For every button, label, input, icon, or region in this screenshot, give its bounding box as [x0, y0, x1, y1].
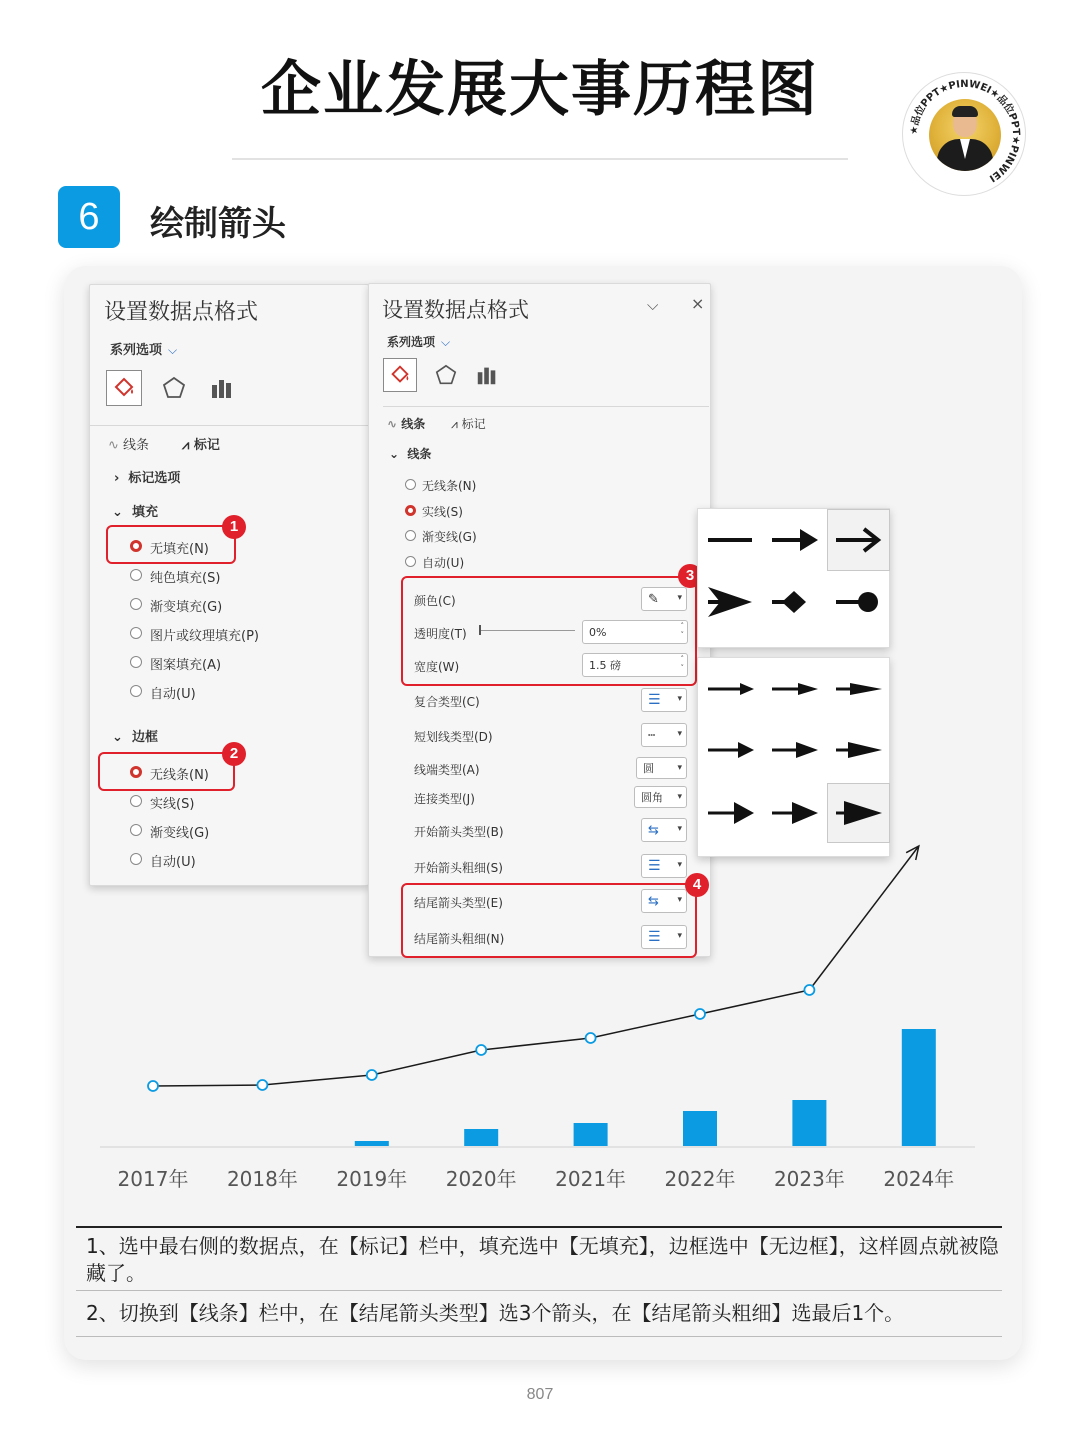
width-label: 宽度(W): [414, 660, 460, 674]
chart-bar: [792, 1100, 826, 1146]
chart-line-marker: [257, 1080, 267, 1090]
begin-arrow-type-dropdown[interactable]: [641, 818, 687, 842]
marker-line-icon: ⩘: [451, 417, 458, 431]
panel-options-chevron-icon[interactable]: ⌵: [647, 296, 659, 314]
dash-lines-icon: ┅: [648, 728, 656, 742]
step-title: 绘制箭头: [150, 204, 286, 244]
compound-lines-icon: ☰: [648, 692, 661, 708]
chart-x-tick-label: 2021年: [555, 1167, 627, 1191]
series-options-dropdown[interactable]: 系列选项 ⌵: [387, 335, 451, 349]
chevron-right-icon: ›: [114, 471, 120, 486]
chart-line-marker: [695, 1009, 705, 1019]
chart-bar: [574, 1123, 608, 1146]
begin-arrow-type-label: 开始箭头类型(B): [414, 825, 504, 839]
chart-line-marker: [476, 1045, 486, 1055]
chevron-down-icon: ⌵: [441, 335, 451, 349]
step-number-badge: 6: [58, 186, 120, 248]
border-section[interactable]: ⌄ 边框: [112, 730, 158, 745]
close-icon[interactable]: ×: [691, 294, 705, 313]
chevron-down-icon: ▾: [677, 824, 682, 834]
chevron-down-icon: ▾: [677, 860, 682, 870]
border-option-label: 实线(S): [150, 797, 195, 812]
width-input[interactable]: 1.5 磅 ˄ ˅: [582, 653, 688, 677]
radio-gradient-line[interactable]: [130, 824, 142, 836]
fill-line-tab[interactable]: [383, 358, 417, 392]
tab-line[interactable]: ∿ 线条: [387, 417, 426, 431]
fill-option-label: 自动(U): [150, 687, 196, 702]
chevron-down-icon: ⌄: [389, 447, 400, 461]
arrow-type-gallery: [697, 508, 890, 648]
page-number: 807: [526, 1386, 554, 1403]
series-options-tab[interactable]: [204, 370, 240, 406]
line-option-label: 实线(S): [422, 505, 463, 519]
spinner-icon[interactable]: ˄ ˅: [680, 622, 684, 639]
fill-option-label: 无填充(N): [150, 542, 209, 557]
arrow-size-icon: ☰: [648, 929, 661, 945]
chart-line-marker: [586, 1033, 596, 1043]
instruction-top-rule: [76, 1226, 1002, 1228]
line-option-label: 渐变线(G): [422, 530, 477, 544]
step-badge-1: 1: [222, 515, 246, 539]
chart-x-tick-label: 2020年: [445, 1167, 517, 1191]
border-option-label: 自动(U): [150, 855, 196, 870]
radio-solid-line[interactable]: [405, 505, 416, 516]
chevron-down-icon: ▾: [677, 729, 682, 739]
panel-title: 设置数据点格式: [104, 300, 259, 325]
arrow-size-medium-short[interactable]: [708, 742, 754, 758]
fill-option-label: 纯色填充(S): [150, 571, 221, 586]
chevron-down-icon: ▾: [677, 694, 682, 704]
arrow-type-icon: ⇆: [648, 893, 659, 909]
chart-bar: [355, 1141, 389, 1146]
chart-line-series: [153, 990, 809, 1086]
chevron-down-icon: ▾: [677, 763, 682, 773]
radio-solid-line[interactable]: [130, 795, 142, 807]
end-arrow-type-label: 结尾箭头类型(E): [414, 896, 503, 910]
chart-bar: [464, 1129, 498, 1146]
arrow-size-icon: ☰: [648, 858, 661, 874]
paint-bucket-icon: [388, 363, 412, 387]
fill-option-label: 图片或纹理填充(P): [150, 629, 259, 644]
end-arrow-size-label: 结尾箭头粗细(N): [414, 932, 505, 946]
radio-picture-fill[interactable]: [130, 627, 142, 639]
radio-no-line[interactable]: [405, 479, 416, 490]
svg-text:★品位PPT★PINWEI★品位PPT★PINWEI: ★品位PPT★PINWEI★品位PPT★PINWEI: [908, 78, 1022, 184]
fill-line-tab[interactable]: [106, 370, 142, 406]
step-badge-4: 4: [685, 873, 709, 897]
bar-chart-icon: [209, 375, 235, 401]
page-title: 企业发展大事历程图: [261, 55, 819, 125]
arrow-type-oval[interactable]: [836, 592, 878, 612]
cap-type-label: 线端类型(A): [414, 763, 480, 777]
radio-auto-line[interactable]: [130, 853, 142, 865]
series-options-dropdown[interactable]: 系列选项 ⌵: [110, 343, 178, 358]
arrow-size-medium-medium[interactable]: [772, 742, 818, 758]
radio-auto-line[interactable]: [405, 556, 416, 567]
chevron-down-icon: ▾: [677, 792, 682, 802]
transparency-label: 透明度(T): [414, 627, 467, 641]
arrow-type-stealth[interactable]: [708, 587, 752, 617]
marker-options-section[interactable]: › 标记选项: [114, 471, 181, 486]
compound-type-label: 复合类型(C): [414, 695, 480, 709]
tab-line[interactable]: ∿ 线条: [108, 438, 150, 453]
chart-x-tick-label: 2023年: [773, 1167, 845, 1191]
arrow-type-open[interactable]: [836, 529, 878, 551]
tab-marker[interactable]: ⩘ 标记: [451, 417, 486, 431]
bar-chart-icon: [475, 363, 499, 387]
arrow-size-small-short[interactable]: [708, 683, 754, 695]
chevron-down-icon: ⌵: [168, 343, 178, 357]
highlight-end-arrow: [401, 883, 697, 958]
join-type-dropdown[interactable]: 圆角 ▾: [634, 786, 687, 808]
arrow-type-icon: ⇆: [648, 822, 659, 838]
effects-tab[interactable]: [156, 370, 192, 406]
dash-type-dropdown[interactable]: [641, 723, 687, 747]
fill-section[interactable]: ⌄ 填充: [112, 505, 158, 520]
fill-option-label: 渐变填充(G): [150, 600, 223, 615]
chevron-down-icon: ⌄: [112, 505, 123, 520]
radio-gradient-fill[interactable]: [130, 598, 142, 610]
chart-bar: [902, 1029, 936, 1146]
instruction-divider: [76, 1290, 1002, 1291]
highlight-no-line: [98, 752, 235, 791]
radio-solid-fill[interactable]: [130, 569, 142, 581]
pentagon-icon: [434, 363, 458, 387]
chart-x-tick-label: 2017年: [117, 1167, 189, 1191]
arrow-size-options: [698, 658, 891, 858]
cap-type-dropdown[interactable]: 圆 ▾: [636, 757, 687, 779]
arrow-type-options: [698, 509, 891, 649]
arrow-size-gallery: [697, 657, 890, 857]
line-icon: ∿: [108, 438, 119, 453]
instruction-bottom-rule: [76, 1336, 1002, 1337]
tab-marker[interactable]: ⩘ 标记: [182, 438, 220, 453]
arrow-size-small-long[interactable]: [836, 683, 882, 695]
instruction-2: 2、切换到【线条】栏中，在【结尾箭头类型】选3个箭头，在【结尾箭头粗细】选最后1个。: [86, 1301, 905, 1325]
chart-x-tick-label: 2018年: [226, 1167, 298, 1191]
format-panel-left: [89, 284, 369, 886]
marker-line-icon: ⩘: [182, 438, 190, 453]
chart-x-tick-label: 2024年: [883, 1167, 955, 1191]
radio-pattern-fill[interactable]: [130, 656, 142, 668]
chevron-down-icon: ▾: [677, 931, 682, 941]
join-type-label: 连接类型(J): [414, 792, 475, 806]
instruction-1: 1、选中最右侧的数据点，在【标记】栏中，填充选中【无填充】，边框选中【无边框】，这样圆点就被隐藏了。: [86, 1234, 999, 1285]
chevron-down-icon: ⌄: [112, 730, 123, 745]
pentagon-icon: [161, 375, 187, 401]
panel-title: 设置数据点格式: [382, 298, 529, 322]
pen-icon: ✎: [648, 591, 659, 607]
step-badge-3: 3: [678, 564, 702, 588]
chart-line-marker: [148, 1081, 158, 1091]
arrow-size-large-long[interactable]: [836, 801, 882, 825]
compound-type-dropdown[interactable]: [641, 688, 687, 712]
radio-gradient-line[interactable]: [405, 530, 416, 541]
arrow-size-large-short[interactable]: [708, 802, 754, 824]
arrow-type-triangle[interactable]: [772, 529, 818, 551]
series-options-tab[interactable]: [470, 358, 504, 392]
dash-type-label: 短划线类型(D): [414, 730, 493, 744]
transparency-input[interactable]: 0% ˄ ˅: [582, 620, 688, 644]
begin-arrow-size-dropdown[interactable]: [641, 854, 687, 878]
chevron-down-icon: ▾: [677, 895, 682, 905]
arrow-size-large-medium[interactable]: [772, 802, 818, 824]
step-badge-2: 2: [222, 742, 246, 766]
spinner-icon[interactable]: ˄ ˅: [680, 655, 684, 672]
border-option-label: 无线条(N): [150, 768, 209, 783]
chart-bar: [683, 1111, 717, 1146]
line-option-label: 无线条(N): [422, 479, 477, 493]
highlight-color-transparency-width: [401, 576, 697, 686]
line-icon: ∿: [387, 417, 398, 431]
paint-bucket-icon: [111, 375, 137, 401]
chevron-down-icon: ▾: [677, 593, 682, 603]
radio-auto-fill[interactable]: [130, 685, 142, 697]
arrow-type-diamond[interactable]: [772, 591, 806, 613]
line-option-label: 自动(U): [422, 556, 465, 570]
arrow-size-medium-long[interactable]: [836, 742, 882, 758]
chart-x-tick-label: 2019年: [336, 1167, 408, 1191]
chart-line-arrow-segment: [809, 846, 918, 990]
fill-option-label: 图案填充(A): [150, 658, 222, 673]
arrow-size-small-medium[interactable]: [772, 683, 818, 695]
highlight-no-fill: [106, 525, 236, 564]
border-option-label: 渐变线(G): [150, 826, 210, 841]
begin-arrow-size-label: 开始箭头粗细(S): [414, 861, 503, 875]
chart-line-marker: [367, 1070, 377, 1080]
chart-x-tick-label: 2022年: [664, 1167, 736, 1191]
chart-line-marker: [804, 985, 814, 995]
line-section[interactable]: ⌄ 线条: [389, 447, 432, 461]
color-label: 颜色(C): [414, 594, 456, 608]
effects-tab[interactable]: [429, 358, 463, 392]
